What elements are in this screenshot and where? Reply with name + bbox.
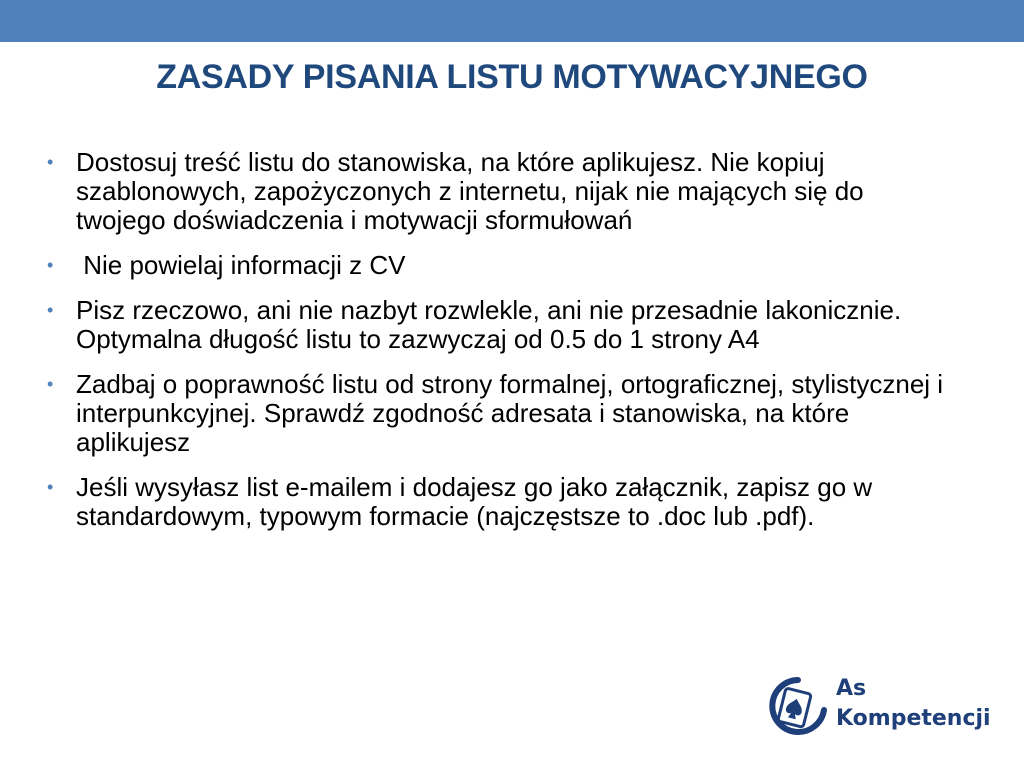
bullet-dot-icon: •	[47, 300, 54, 320]
slide-title: ZASADY PISANIA LISTU MOTYWACYJNEGO	[156, 58, 868, 96]
list-item	[45, 148, 945, 235]
bullet-dot-icon: •	[47, 255, 54, 275]
bullet-dot-icon: •	[47, 152, 54, 172]
bullet-text: Nie powielaj informacji z CV	[76, 250, 406, 280]
logo-text-line2: Kompetencji	[836, 706, 991, 731]
bullet-text: Jeśli wysyłasz list e-mailem i dodajesz go jako załącznik, zapisz go w standardowym, typowym formacie (najczęstsze to .doc lub .pdf).	[76, 472, 873, 531]
spade-card-icon	[768, 670, 832, 742]
as-kompetencji-logo	[768, 670, 998, 742]
list-item	[45, 251, 945, 280]
bullet-list	[45, 148, 945, 547]
list-item	[45, 370, 945, 457]
bullet-dot-icon: •	[47, 477, 54, 497]
bullet-text: Pisz rzeczowo, ani nie nazbyt rozwlekle, ani nie przesadnie lakonicznie. Optymalna długość listu to zazwyczaj od 0.5 do 1 strony A4	[76, 295, 902, 354]
bullet-text: Dostosuj treść listu do stanowiska, na które aplikujesz. Nie kopiuj szablonowych, zapożyczonych z internetu, nijak nie mających się do twojego doświadczenia i motywacji sformułowań	[76, 147, 864, 235]
bullet-dot-icon: •	[47, 374, 54, 394]
bullet-text: Zadbaj o poprawność listu od strony formalnej, ortograficznej, stylistycznej i interpunkcyjnej. Sprawdź zgodność adresata i stanowiska, na które aplikujesz	[76, 369, 944, 457]
top-accent-bar	[0, 0, 1024, 42]
logo-text-line1: As	[836, 676, 867, 701]
list-item	[45, 296, 945, 354]
list-item	[45, 473, 945, 531]
